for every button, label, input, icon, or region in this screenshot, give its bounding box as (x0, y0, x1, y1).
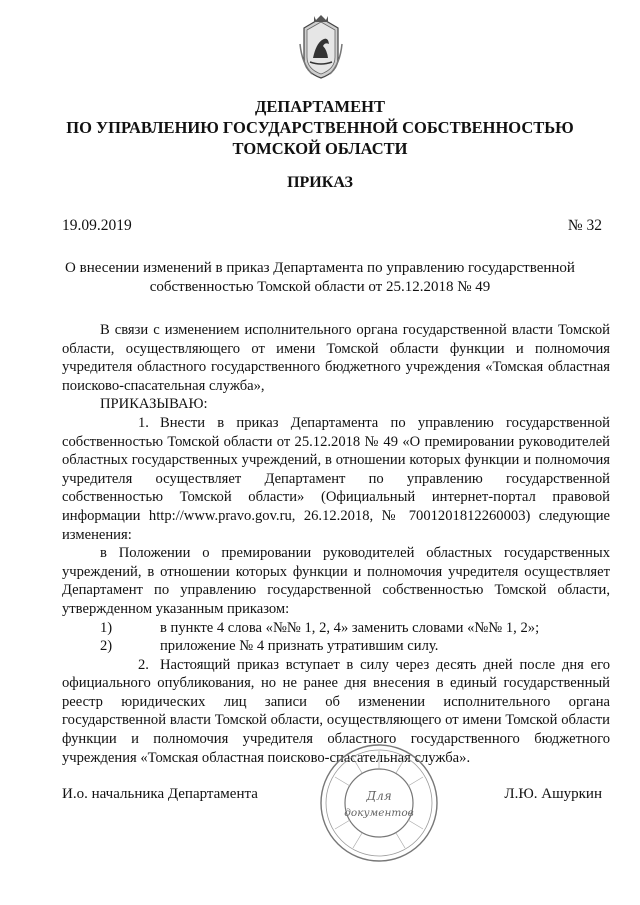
department-header (40, 96, 600, 159)
item-1-number: 1. (138, 414, 149, 431)
item-1-text: Внести в приказ Департамента по управлению государственной собственностью Томской области от 25.12.2018 № 49 «О премировании руководителей областных государственных учреждений, в отношении которых функции и полномочия учредителя осуществляет Департамент по управлению государственной собственностью Томской области» (Официальный интернет-портал правовой информации http://www.pravo.gov.ru, 26.12.2018, № 7001201812260003) следующие изменения: (62, 414, 610, 543)
order-title: ПРИКАЗ (287, 174, 353, 191)
subitem-1 (62, 619, 610, 638)
header-line-3: ТОМСКОЙ ОБЛАСТИ (232, 139, 408, 158)
orders-heading: ПРИКАЗЫВАЮ: (100, 396, 208, 413)
subitem-2-number: 2) (100, 638, 113, 655)
header-line-2: ПО УПРАВЛЕНИЮ ГОСУДАРСТВЕННОЙ СОБСТВЕННОСТЬЮ (66, 118, 574, 137)
signatory-name: Л.Ю. Ашуркин (504, 786, 602, 802)
order-subject: О внесении изменений в приказ Департамента по управлению государственной собственностью Томской области от 25.12.2018 № 49 (65, 260, 575, 295)
item-1-paragraph (62, 414, 610, 544)
order-date: 19.09.2019 (62, 217, 132, 234)
intro-paragraph: В связи с изменением исполнительного органа государственной власти Томской области, осуществляющего от имени Томской области функции и полномочия учредителя областного государственного бюджетного учреждения «Томская областная поисково-спасательная служба», (62, 322, 610, 394)
signatory-position: И.о. начальника Департамента (62, 786, 258, 802)
item-2-number: 2. (138, 656, 149, 673)
subitem-1-number: 1) (100, 619, 113, 636)
coat-of-arms-emblem (298, 14, 344, 80)
subitem-2-text: приложение № 4 признать утратившим силу. (160, 638, 439, 655)
header-line-1: ДЕПАРТАМЕНТ (255, 97, 385, 116)
item-2-text: Настоящий приказ вступает в силу через десять дней после дня его официального опубликования, но не ранее дня внесения в единый государственный реестр юридических лиц записи об изменении исполнительного органа государственной власти Томской области, осуществляющего от имени Томской области функции и полномочия учредителя областного государственного бюджетного учреждения «Томская областная поисково-спасательная служба». (62, 656, 610, 766)
regulation-paragraph: в Положении о премировании руководителей областных государственных учреждений, в отношении которых функции и полномочия учредителя осуществляет Департамент по управлению государственной собственностью Томской области, утвержденном указанным приказом: (62, 545, 610, 617)
subitem-1-text: в пункте 4 слова «№№ 1, 2, 4» заменить словами «№№ 1, 2»; (160, 619, 540, 636)
stamp-text-line-2: документов (344, 807, 414, 819)
order-number: № 32 (567, 217, 602, 234)
official-stamp (318, 742, 440, 864)
stamp-text-line-1: Для (366, 789, 392, 803)
order-body (62, 321, 610, 767)
subitem-2 (62, 637, 610, 656)
